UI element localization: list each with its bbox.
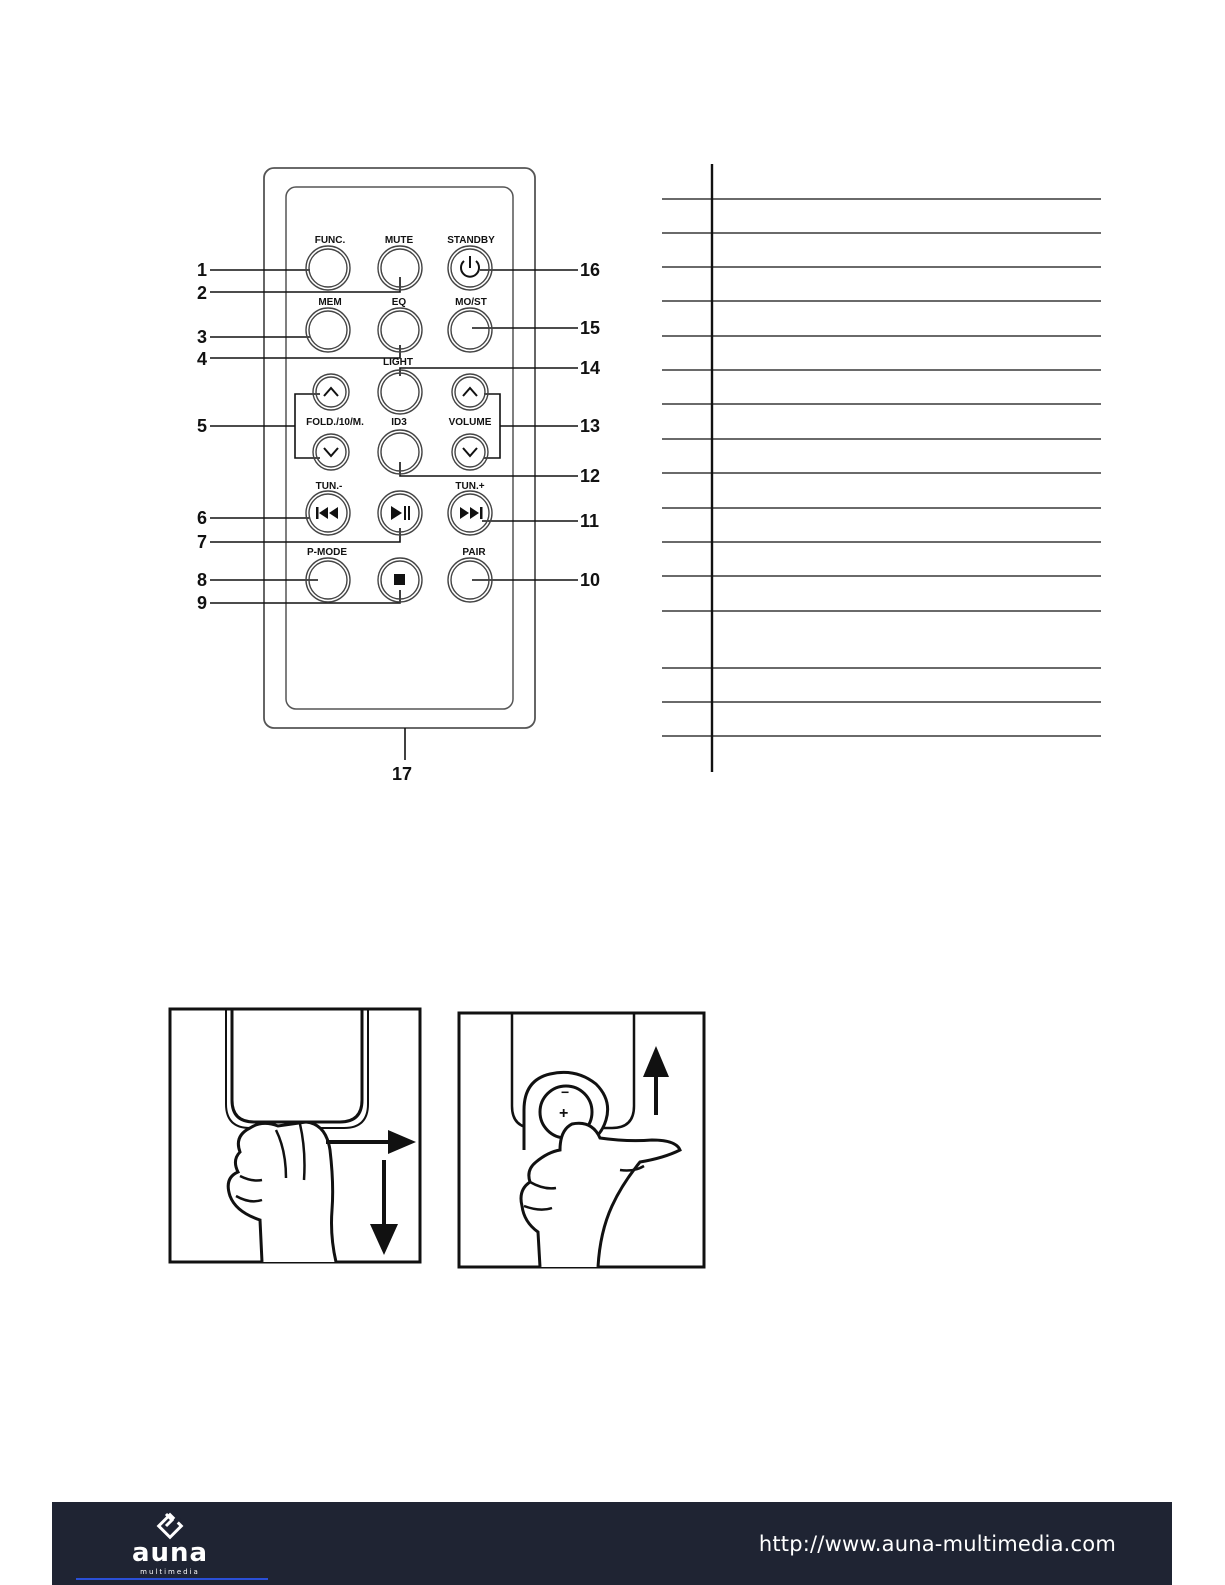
volume-up-button (452, 374, 488, 410)
mem-button (306, 308, 350, 352)
chevron-up-icon (324, 388, 338, 396)
callout-17: 17 (392, 764, 413, 784)
brand-logo (118, 1510, 222, 1580)
battery-step-1-illustration (170, 1009, 420, 1262)
tun-minus-label: TUN.- (315, 481, 343, 492)
legend-table (662, 164, 1101, 772)
folder-label: FOLD./10/M. (306, 417, 364, 428)
volume-down-button (452, 434, 488, 470)
callout-2: 2 (197, 283, 208, 303)
stop-icon (394, 574, 405, 585)
volume-label: VOLUME (448, 417, 492, 428)
prev-icon (316, 507, 338, 519)
footer-bar (52, 1502, 1172, 1585)
battery-plus-mark: + (559, 1105, 569, 1122)
callout-4: 4 (197, 349, 208, 369)
remote-outer-body (264, 168, 535, 728)
callout-14: 14 (580, 358, 601, 378)
table-row-lines (662, 199, 1101, 736)
website-link[interactable]: http://www.auna-multimedia.com (758, 1532, 1116, 1556)
logo-mark-icon (118, 1510, 222, 1540)
most-label: MO/ST (455, 297, 487, 308)
callout-1: 1 (197, 260, 208, 280)
callout-10: 10 (580, 570, 601, 590)
chevron-down-icon (324, 448, 338, 456)
most-button (448, 308, 492, 352)
battery-step-2-illustration (459, 1013, 704, 1267)
id3-label: ID3 (391, 417, 407, 428)
pair-label: PAIR (462, 547, 486, 558)
callout-6: 6 (197, 508, 208, 528)
standby-label: STANDBY (447, 235, 495, 246)
logo-link-underline (76, 1578, 268, 1580)
callout-13: 13 (580, 416, 601, 436)
callout-11: 11 (580, 511, 600, 531)
battery-minus-mark: − (561, 1084, 570, 1100)
callout-7: 7 (197, 532, 208, 552)
light-button (378, 370, 422, 414)
callout-3: 3 (197, 327, 208, 347)
light-label: LIGHT (383, 357, 413, 368)
brand-tagline: multimedia (140, 1568, 200, 1576)
remote-diagram (197, 168, 600, 784)
callout-8: 8 (197, 570, 208, 590)
transport-glyphs (316, 506, 483, 585)
callout-9: 9 (197, 593, 208, 613)
pmode-label: P-MODE (307, 547, 347, 558)
func-label: FUNC. (314, 235, 346, 246)
brand-name: auna (131, 1538, 209, 1568)
play-pause-icon (391, 506, 410, 520)
next-icon (460, 507, 483, 519)
chevron-up-icon (463, 388, 477, 396)
eq-label: EQ (391, 297, 407, 308)
tun-plus-label: TUN.+ (455, 481, 485, 492)
callout-15: 15 (580, 318, 601, 338)
folder-down-button (313, 434, 349, 470)
callout-12: 12 (580, 466, 601, 486)
mem-label: MEM (318, 297, 342, 308)
callout-16: 16 (580, 260, 601, 280)
callout-5: 5 (197, 416, 208, 436)
chevron-down-icon (463, 448, 477, 456)
folder-up-button (313, 374, 349, 410)
callout-numbers (197, 260, 600, 784)
mute-label: MUTE (384, 235, 414, 246)
func-button (306, 246, 350, 290)
